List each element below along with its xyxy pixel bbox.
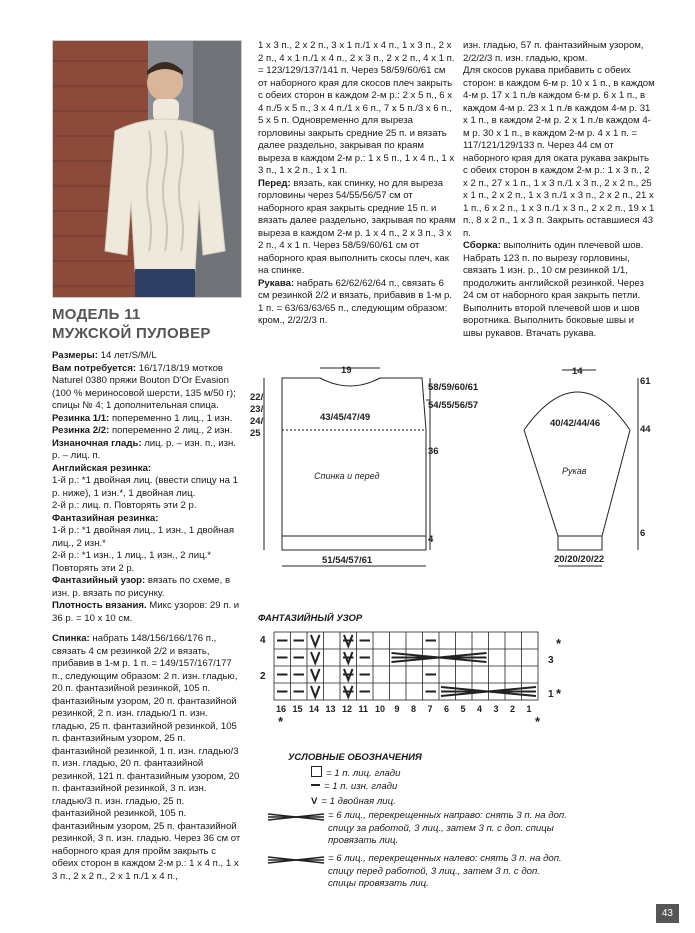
body-top-width: 19 [341,365,352,376]
legend-cross-right [328,810,598,848]
rib11-heading: Резинка 1/1: [52,412,110,424]
legend-knit [311,766,621,781]
sizes-text: 14 лет/S/M/L [97,350,157,361]
body-caption: Спинка и перед [314,471,380,481]
double-knit-mark [311,652,320,663]
model-title [52,305,211,343]
sleeve-top-width: 14 [572,366,583,377]
legend-purl-text: = 1 п. изн. глади [324,781,398,792]
legend-double-knit-text: = 1 двойная лиц. [321,796,396,807]
star-row1: * [556,686,562,701]
column-number: 2 [510,704,516,714]
sleeve-text: набрать 62/62/62/64 п., связать 6 см резинкой 2/2 и вязать, прибавив в 1-м р. 1 п. = 63/63/63/65 п., следующим образом: кром., 2/2/2/3 п. [258,277,452,326]
assembly-text: выполнить один плечевой шов. Набрать 123 п. по вырезу горловины, связать 1 изн. р., 10 см резинкой 1/1, продолжить английской резинкой. Через 24 см от наборного края закрыть петли. Выполнить второй плечевой шов и шов воротника. Выполнить боковые швы и швы рукавов. Втачать рукава. [463,240,644,339]
instructions-column-1 [52,350,242,883]
column-number: 16 [276,704,287,714]
back-continued-text: 1 х 3 п., 2 х 2 п., 3 х 1 п./1 х 4 п., 1 х 3 п., 2 х 2 п., 4 х 1 п./1 х 4 п., 2 х 3 п., 2 х 2 п., 4 х 1 п. = 123/129/137/141 п. Через 58/59/60/61 см от наборного края для скосов плеч закрыть с обеих сторон в каждом 2-м р.: 2 х 5 п., 6 х 4 п./5 х 5 п., 3 х 4 п./1 х 6 п., 7 х 5 п./3 х 6 п., 5 х 5 п. Одновременно для выреза горловины закрыть средние 25 п. и вязать далее раздельно, закрывая по краям выреза в каждом 2-м р.: 1 х 5 п., 1 х 4 п., 1 х 3 п., 1 х 2 п., 1 х 1 п. [258,40,455,176]
body-schematic [250,360,490,580]
purl-text: лиц. р. – изн. п., изн. р. – лиц. п. [52,437,236,461]
english-rib-heading: Английская резинка: [52,462,152,474]
sleeve-height-2: 44 [640,424,651,435]
page-number: 43 [656,904,679,923]
cross-left-line-3: спицы провязать лиц. [328,878,429,889]
legend-double-knit [311,796,396,809]
purl-dash-icon [311,784,320,786]
fancy-rib-heading: Фантазийная резинка: [52,512,159,524]
body-height-4: 4 [428,534,434,545]
model-photo [52,40,242,298]
materials-text: 16/17/18/19 мотков Naturel 0380 пряжи Bouton D'Or Evasion (100 % мериносовой шерсти, 135 м/50 г); спицы № 4; 1 дополнительная спица. [52,362,236,411]
cross-right-icon [266,811,326,823]
knit-square-icon [311,766,322,777]
assembly-heading: Сборка: [463,240,501,251]
fancy-pattern-heading: Фантазийный узор: [52,575,146,586]
fancy-rib-row1: 1-й р.: *1 двойная лиц., 1 изн., 1 двойная лиц., 2 изн.* [52,525,235,549]
star-bottom-right: * [535,714,541,728]
row-label-2: 2 [260,671,266,682]
density-heading: Плотность вязания. [52,600,147,611]
body-left-size-3: 24/ [250,416,264,427]
model-number: МОДЕЛЬ 11 [52,306,141,323]
sleeve-continued-text: изн. гладью, 57 п. фантазийным узором, 2/2/2/3 п. изн. гладью, кром. [463,40,644,64]
body-mid-width: 43/45/47/49 [320,412,371,423]
body-height-2: 54/55/56/57 [428,400,479,411]
legend-title: УСЛОВНЫЕ ОБОЗНАЧЕНИЯ [288,752,422,763]
star-top-right: * [556,636,562,651]
column-number: 6 [444,704,450,714]
column-number: 5 [460,704,466,714]
legend-purl [311,781,397,794]
instructions-column-2 [258,40,456,328]
rib11-text: попеременно 1 лиц., 1 изн. [109,412,233,424]
sleeve-schematic [518,360,688,580]
column-number: 4 [477,704,483,714]
body-bottom-width: 51/54/57/61 [322,555,373,566]
body-left-size-4: 25 [250,428,261,439]
density-text: Микс узоров: 29 п. и 36 р. = 10 х 10 см. [52,600,240,624]
column-number: 11 [358,704,369,714]
back-heading: Спинка: [52,633,90,644]
instructions-column-3 [463,40,655,340]
legend-knit-text: = 1 п. лиц. глади [326,768,401,779]
fancy-pattern-text: вязать по схеме, в изн. р. вязать по рисунку. [52,575,231,599]
cross-left-icon [266,854,326,866]
body-height-3: 36 [428,446,439,457]
column-number: 1 [526,704,532,714]
column-number: 10 [375,704,386,714]
row-label-3: 3 [548,655,554,666]
double-knit-mark [311,669,320,680]
legend-cross-left [328,853,598,891]
column-number: 13 [325,704,336,714]
front-text: вязать, как спинку, но для выреза горловины через 54/55/56/57 см от наборного края закрыть средние 15 п. и вязать далее раздельно, закрывая по краям выреза в каждом 2-м р. 1 х 4 п., 2 х 3 п., 3 х 2 п., 4 х 1 п. Через 58/59/60/61 см от наборного края выполнить скосы плеч, как на спинке. [258,177,456,276]
column-number: 12 [342,704,353,714]
column-number: 9 [394,704,400,714]
body-left-size-2: 23/ [250,404,264,415]
cross-left-line-1: = 6 лиц., перекрещенных налево: снять 3 п. на доп. [328,853,562,864]
cross-left-line-2: спицу перед работой, 3 лиц., затем 3 п. с доп. [328,865,540,877]
back-text: набрать 148/156/166/176 п., связать 4 см резинкой 2/2 и вязать, прибавив в 1-м р. 1 п. = 149/157/167/177 п., следующим образом: 2 п. изн. гладью, 20 п. фантазийной резинкой, 105 п. фантазийным узором, 20 п. фантазийной резинкой, 2 п. изн. гладью/1 п. изн. гладью, 25 п. фантазийной резинкой, 105 п. фантазийным узором, 25 п. фантазийной резинкой, 1 п. изн. гладью/3 п. изн. гладью, 20 п. фантазийной резинкой, 121 п. фантазийным узором, 20 п. фантазийной резинкой, 3 п. изн. гладью/3 п. изн. гладью, 25 п. фантазийной резинкой, 105 п. фантазийным узором, 25 п. фантазийной резинкой, 3 п. изн. гладью. Через 36 см от наборного края для пройм закрыть с обеих сторон в каждом 2-м р.: 1 х 4 п., 1 х 3 п., 2 х 2 п., 2 х 1 п./1 х 4 п., [52,633,241,882]
double-knit-v-icon: V [311,796,318,807]
body-left-size-1: 22/ [250,392,264,403]
column-number: 3 [493,704,499,714]
column-number: 14 [309,704,320,714]
fancy-rib-row2: 2-й р.: *1 изн., 1 лиц., 1 изн., 2 лиц.* Повторять эти 2 р. [52,550,212,574]
cross-right-line-3: провязать лиц. [328,835,399,846]
sleeve-height-1: 61 [640,376,651,387]
sleeve-bottom-width: 20/20/20/22 [554,554,605,565]
cross-right-line-1: = 6 лиц., перекрещенных направо: снять 3 п. на доп. [328,810,567,821]
sleeve-heading: Рукава: [258,277,295,289]
double-knit-mark [311,686,320,697]
rib22-text: попеременно 2 лиц., 2 изн. [109,425,233,436]
star-bottom-left: * [278,714,284,728]
english-rib-row2: 2-й р.: лиц. п. Повторять эти 2 р. [52,500,197,511]
model-name: МУЖСКОЙ ПУЛОВЕР [52,325,211,342]
chart-title: ФАНТАЗИЙНЫЙ УЗОР [258,613,363,624]
body-height-1: 58/59/60/61 [428,382,479,393]
column-number: 8 [411,704,417,714]
rib22-heading: Резинка 2/2: [52,425,110,436]
column-number: 7 [427,704,433,714]
pattern-chart [256,628,576,728]
cross-right-line-2: спицу за работой, 3 лиц., затем 3 п. с доп. спицы [328,822,554,834]
english-rib-row1: 1-й р.: *1 двойная лиц. (ввести спицу на 1 р. ниже), 1 изн.*, 1 двойная лиц. [52,475,238,499]
row-label-4: 4 [260,635,266,646]
column-number: 15 [292,704,303,714]
row-label-1: 1 [548,689,554,700]
purl-heading: Изнаночная гладь: [52,437,142,449]
sleeve-caption: Рукав [562,466,587,476]
sleeve-height-3: 6 [640,528,646,539]
double-knit-mark [311,635,320,646]
sizes-heading: Размеры: [52,350,98,361]
front-heading: Перед: [258,177,291,189]
sleeve-shaping-text: Для скосов рукава прибавить с обеих сторон: в каждом 6-м р. 10 х 1 п., в каждом 4-м р. 17 х 1 п./в каждом 6-м р. 6 х 1 п., в каждом 4-м р. 23 х 1 п./в каждом 4-м р. 31 х 1 п., в каждом 2-м р. 2 х 1 п./в каждом 4-м р. 30 х 1 п., в каждом 2-м р. 4 х 1 п. = 117/121/129/133 п. Через 44 см от наборного края для оката рукава закрыть с обеих сторон в каждом 2-м р.: 1 х 3 п., 2 х 2 п., 27 х 1 п., 1 х 3 п./1 х 3 п., 2 х 2 п., 25 х 1 п., 2 х 2 п., 1 х 3 п./1 х 3 п., 2 х 2 п., 21 х 1 п., 6 х 2 п., 1 х 3 п./1 х 3 п., 2 х 2 п., 19 х 1 п., 8 х 2 п., 1 х 3 п. Закрыть оставшиеся 43 п. [463,65,655,239]
materials-heading: Вам потребуется: [52,362,137,374]
sleeve-mid-width: 40/42/44/46 [550,418,601,429]
